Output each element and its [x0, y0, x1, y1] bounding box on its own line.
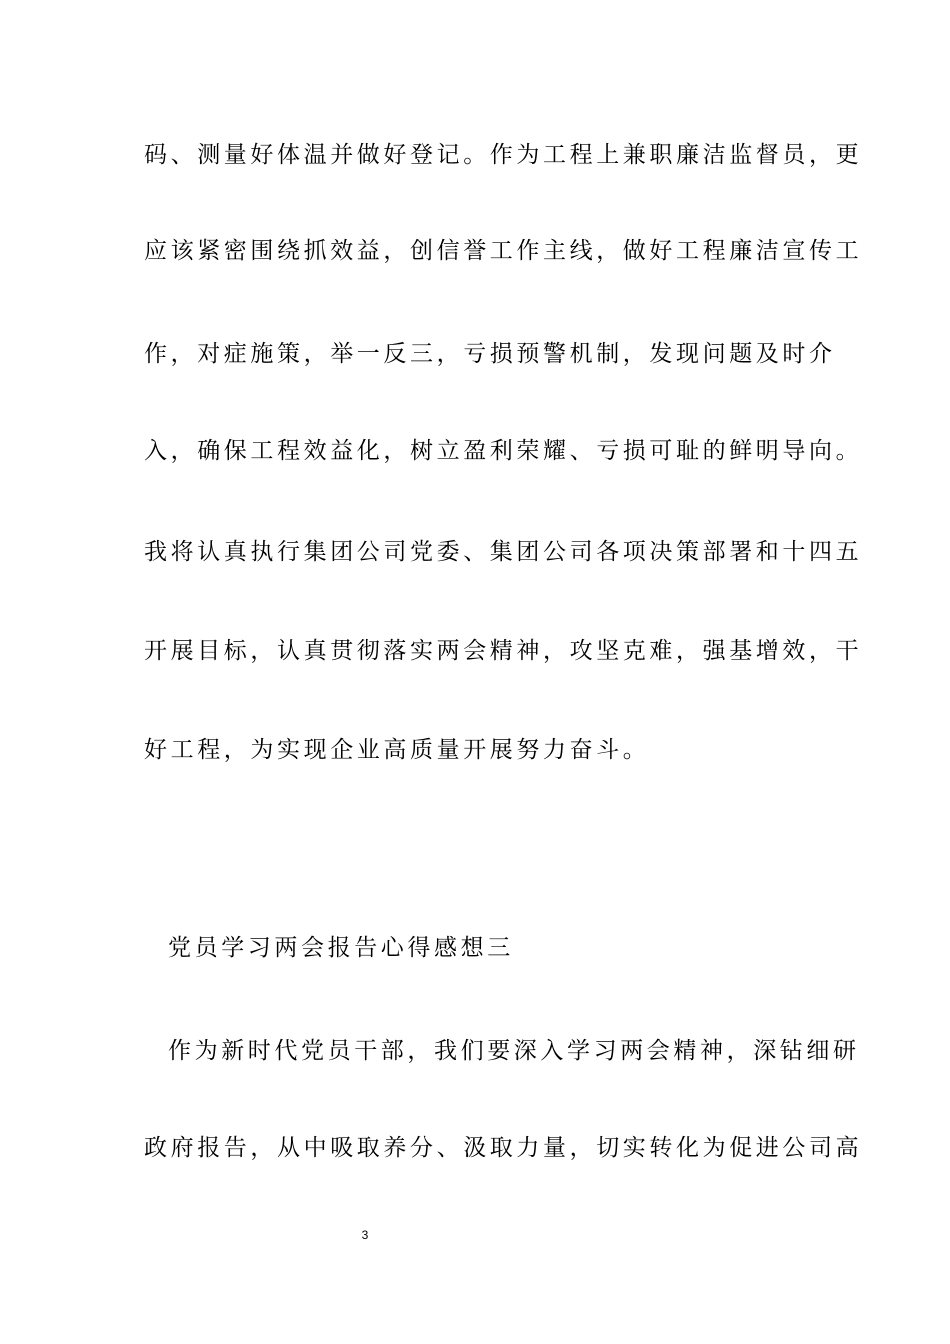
page-number: 3	[361, 1228, 369, 1242]
paragraph-line: 好工程，为实现企业高质量开展努力奋斗。	[144, 737, 650, 763]
paragraph-line: 入，确保工程效益化，树立盈利荣耀、亏损可耻的鲜明导向。	[144, 438, 863, 464]
paragraph-line: 码、测量好体温并做好登记。作为工程上兼职廉洁监督员，更	[144, 142, 863, 168]
section-title: 党员学习两会报告心得感想三	[168, 935, 514, 961]
paragraph-line: 我将认真执行集团公司党委、集团公司各项决策部署和十四五	[144, 539, 863, 565]
paragraph-line: 开展目标，认真贯彻落实两会精神，攻坚克难，强基增效，干	[144, 638, 863, 664]
paragraph-line: 作，对症施策，举一反三，亏损预警机制，发现问题及时介	[144, 341, 836, 367]
paragraph-line: 应该紧密围绕抓效益，创信誉工作主线，做好工程廉洁宣传工	[144, 238, 863, 264]
paragraph-line: 政府报告，从中吸取养分、汲取力量，切实转化为促进公司高	[144, 1135, 863, 1161]
paragraph-line: 作为新时代党员干部，我们要深入学习两会精神，深钻细研	[168, 1038, 860, 1064]
